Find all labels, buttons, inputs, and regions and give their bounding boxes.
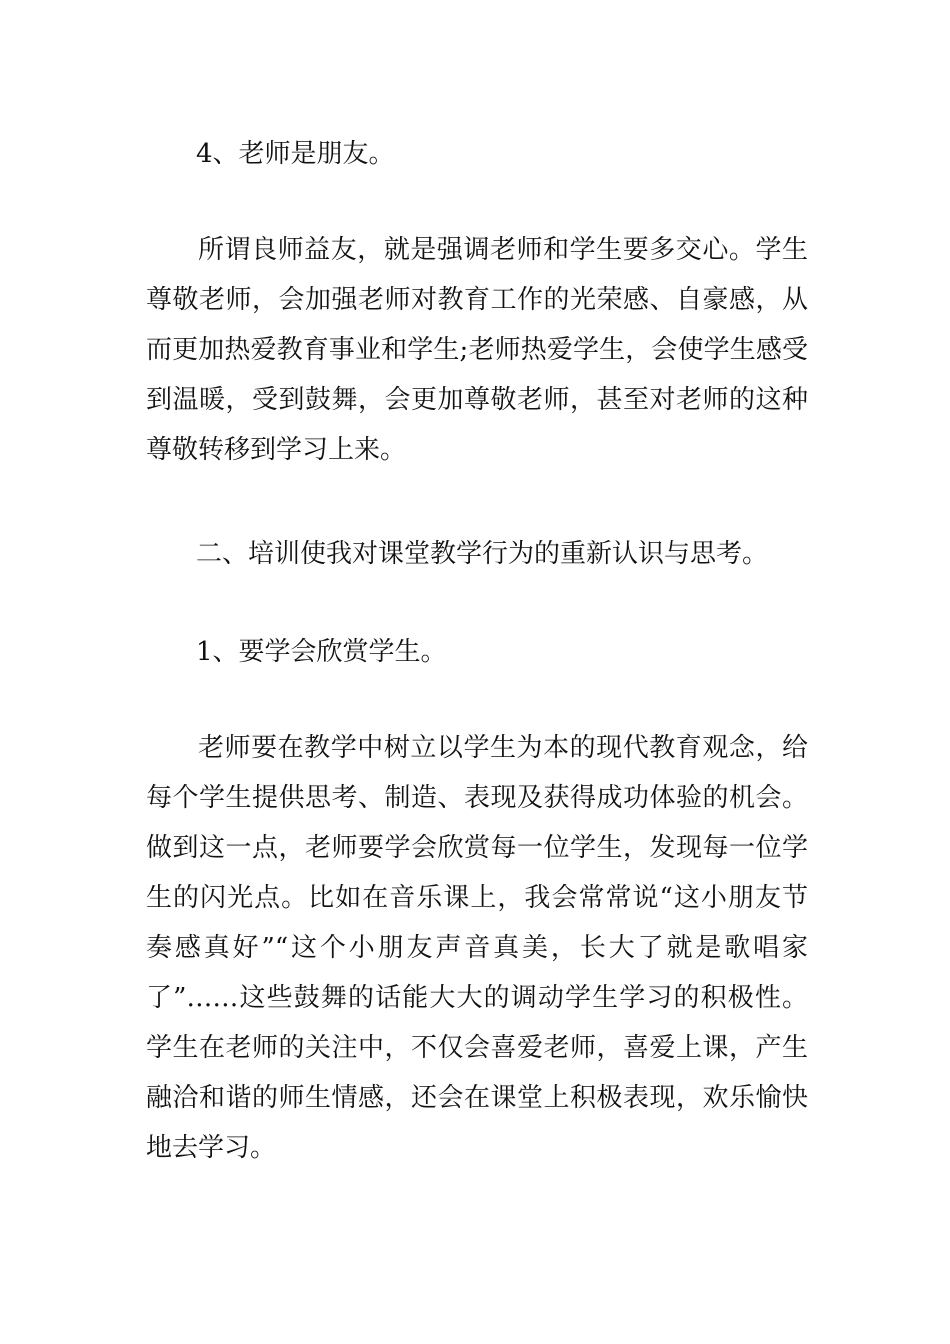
heading-appreciate-students: 1、要学会欣赏学生。: [196, 637, 447, 667]
paragraph-appreciate-students: 老师要在教学中树立以学生为本的现代教育观念，给每个学生提供思考、制造、表现及获得成功体验的机会。做到这一点，老师要学会欣赏每一位学生，发现每一位学生的闪光点。比如在音乐课上，我会常常说“这小朋友节奏感真好”“这个小朋友声音真美，长大了就是歌唱家了”……这些鼓舞的话能大大的调动学生学习的积极性。学生在老师的关注中，不仅会喜爱老师，喜爱上课，产生融洽和谐的师生情感，还会在课堂上积极表现，欢乐愉快地去学习。: [146, 733, 808, 1163]
paragraph-mentor-friend: 所谓良师益友，就是强调老师和学生要多交心。学生尊敬老师，会加强老师对教育工作的光荣感、自豪感，从而更加热爱教育事业和学生;老师热爱学生，会使学生感受到温暖，受到鼓舞，会更加尊敬老师，甚至对老师的这种尊敬转移到学习上来。: [146, 235, 808, 465]
heading-section-two: 二、培训使我对课堂教学行为的重新认识与思考。: [196, 539, 769, 569]
heading-teacher-is-friend: 4、老师是朋友。: [196, 139, 395, 169]
